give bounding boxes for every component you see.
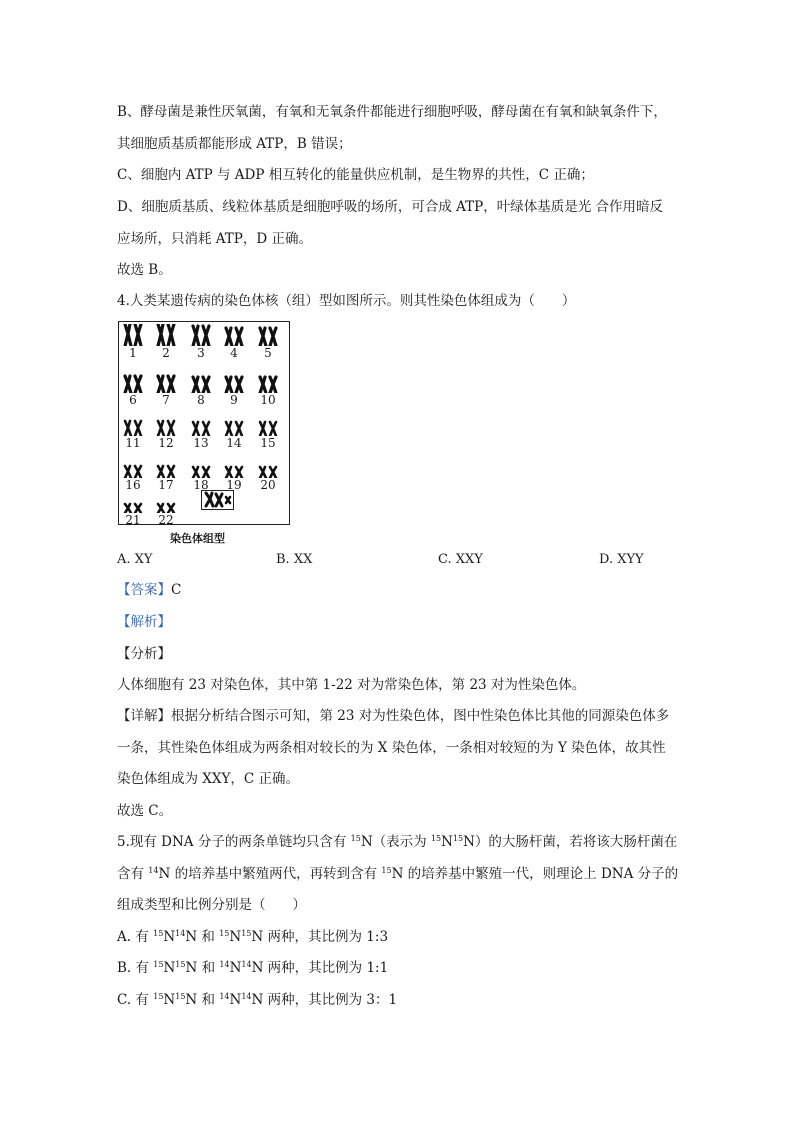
chromosome-pair — [218, 414, 250, 450]
q5-opt-text: N — [163, 992, 176, 1008]
chromosome-pair — [252, 456, 284, 492]
q5-opt-text: N — [229, 960, 242, 976]
chromosome-icon — [221, 371, 247, 393]
isotope-superscript: 14 — [148, 866, 159, 875]
chromosome-pair — [150, 324, 182, 360]
option-b: B. XX — [276, 552, 313, 567]
chromosome-icon — [188, 414, 214, 436]
chromosome-number: 2 — [162, 346, 170, 360]
paragraph-d-line1: D、细胞质基质、线粒体基质是细胞呼吸的场所，可合成 ATP，叶绿体基质是光 合作用暗反 — [117, 199, 664, 215]
chromosome-icon — [120, 324, 146, 346]
option-a: A. XY — [117, 552, 153, 567]
chromosome-pair — [185, 456, 217, 492]
chromosome-pair — [252, 414, 284, 450]
answer-line — [117, 580, 687, 600]
chromosome-number: 13 — [193, 436, 209, 450]
chromosome-number: 22 — [158, 513, 174, 527]
q5-opt-text: N 两种，其比例为 1:3 — [251, 929, 389, 945]
chromosome-icon — [153, 371, 179, 393]
isotope-superscript: 15 — [175, 960, 186, 969]
q5-option-c — [117, 990, 687, 1010]
karyotype-figure — [118, 321, 290, 525]
q5-text: N（表示为 — [360, 834, 431, 850]
chromosome-icon — [153, 414, 179, 436]
isotope-superscript: 15 — [241, 929, 252, 938]
detail-text1: 根据分析结合图示可知，第 23 对为性染色体，图中性染色体比其他的同源染色体多 — [171, 708, 670, 724]
q5-opt-text: N — [229, 929, 242, 945]
chromosome-number: 12 — [158, 436, 174, 450]
chromosome-number: 11 — [125, 436, 141, 450]
q5-text: 含有 — [117, 866, 149, 882]
q5-opt-text: N 两种，其比例为 1:1 — [251, 960, 389, 976]
chromosome-number: 17 — [158, 478, 174, 492]
chromosome-pair — [117, 491, 149, 527]
isotope-superscript: 15 — [381, 866, 392, 875]
chromosome-icon — [120, 371, 146, 393]
q5-text: N 的培养基中繁殖一代，则理论上 DNA 分子的 — [391, 866, 679, 882]
analysis-line — [117, 612, 687, 632]
chromosome-icon — [188, 456, 214, 478]
chromosome-number: 7 — [162, 393, 170, 407]
isotope-superscript: 15 — [175, 992, 186, 1001]
sex-chromosome-box — [201, 490, 234, 510]
chromosome-number: 4 — [230, 346, 238, 360]
chromosome-icon — [120, 491, 146, 513]
question5-line3: 组成类型和比例分别是（ ） — [117, 897, 306, 913]
chromosome-icon — [188, 371, 214, 393]
chromosome-icon — [153, 324, 179, 346]
chromosome-icon — [120, 456, 146, 478]
chromosome-number: 15 — [260, 436, 276, 450]
figure-caption: 染色体组型 — [170, 532, 225, 545]
chromosome-pair — [185, 371, 217, 407]
detail-line3: 染色体组成为 XXY，C 正确。 — [117, 771, 300, 787]
paragraph-b-line2: 其细胞质基质都能形成 ATP，B 错误； — [117, 136, 352, 152]
chromosome-pair — [185, 324, 217, 360]
detail-tag: 【详解】 — [117, 708, 171, 724]
detail-line2: 一条，其性染色体组成为两条相对较长的为 X 染色体，一条相对较短的为 Y 染色体，故其性 — [117, 740, 666, 756]
chromosome-number: 10 — [260, 393, 276, 407]
chromosome-pair — [252, 371, 284, 407]
chromosome-icon — [255, 371, 281, 393]
chromosome-pair — [150, 456, 182, 492]
q5-opt-text: N 和 — [185, 960, 220, 976]
isotope-superscript: 14 — [175, 929, 186, 938]
isotope-superscript: 15 — [153, 929, 164, 938]
answer-tag: 【答案】 — [117, 582, 171, 598]
question4-stem: 4.人类某遗传病的染色体核（组）型如图所示。则其性染色体组成为（ ） — [117, 293, 576, 309]
q5-opt-text: A. 有 — [117, 929, 154, 945]
chromosome-icon — [255, 324, 281, 346]
chromosome-icon — [221, 324, 247, 346]
chromosome-number: 5 — [264, 346, 272, 360]
chromosome-icon — [153, 491, 179, 513]
q5-opt-text: N 和 — [185, 992, 220, 1008]
chromosome-pair — [117, 456, 149, 492]
q5-opt-text: B. 有 — [117, 960, 154, 976]
option-c: C. XXY — [438, 552, 483, 567]
detail-line1 — [117, 706, 687, 726]
q5-opt-text: N — [163, 960, 176, 976]
choose-c: 故选 C。 — [117, 803, 173, 819]
chromosome-number: 21 — [125, 513, 141, 527]
chromosome-icon — [255, 414, 281, 436]
isotope-superscript: 15 — [153, 960, 164, 969]
chromosome-pair — [185, 414, 217, 450]
paragraph-b-line1: B、酵母菌是兼性厌氧菌，有氧和无氧条件都能进行细胞呼吸，酵母菌在有氧和缺氧条件下， — [117, 104, 667, 120]
chromosome-pair — [218, 371, 250, 407]
fenxi-text: 人体细胞有 23 对染色体，其中第 1-22 对为常染色体，第 23 对为性染色体。 — [117, 677, 586, 693]
q5-opt-text: N 两种，其比例为 3：1 — [251, 992, 398, 1008]
isotope-superscript: 14 — [241, 992, 252, 1001]
chromosome-number: 19 — [226, 478, 242, 492]
answer-value: C — [171, 582, 182, 598]
q5-opt-text: N — [163, 929, 176, 945]
chromosome-icon — [221, 456, 247, 478]
isotope-superscript: 15 — [430, 834, 442, 843]
q5-opt-text: C. 有 — [117, 992, 154, 1008]
q5-opt-text: N 和 — [185, 929, 220, 945]
isotope-superscript: 15 — [350, 834, 361, 843]
q5-opt-text: N — [229, 992, 242, 1008]
chromosome-number: 1 — [129, 346, 137, 360]
paragraph-c: C、细胞内 ATP 与 ADP 相互转化的能量供应机制，是生物界的共性，C 正确； — [117, 167, 594, 183]
chromosome-number: 6 — [129, 393, 137, 407]
chromosome-number: 16 — [125, 478, 141, 492]
chromosome-pair — [150, 414, 182, 450]
isotope-superscript: 14 — [219, 960, 230, 969]
chromosome-number: 20 — [260, 478, 276, 492]
choose-b: 故选 B。 — [117, 262, 172, 278]
chromosome-pair — [218, 324, 250, 360]
chromosome-icon — [153, 456, 179, 478]
q5-option-b — [117, 958, 687, 978]
isotope-superscript: 15 — [452, 834, 464, 843]
chromosome-pair — [117, 324, 149, 360]
chromosome-pair — [150, 491, 182, 527]
q5-option-a — [117, 927, 687, 947]
chromosome-number: 9 — [230, 393, 238, 407]
q5-text: N）的大肠杆菌，若将该大肠杆菌在 — [463, 834, 678, 850]
analysis-tag: 【解析】 — [117, 614, 171, 630]
fenxi-tag: 【分析】 — [117, 646, 171, 662]
chromosome-pair — [117, 414, 149, 450]
isotope-superscript: 14 — [241, 960, 252, 969]
isotope-superscript: 14 — [219, 992, 230, 1001]
chromosome-number: 3 — [197, 346, 205, 360]
isotope-superscript: 15 — [153, 992, 164, 1001]
chromosome-number: 18 — [193, 478, 209, 492]
chromosome-number: 14 — [226, 436, 242, 450]
paragraph-d-line2: 应场所，只消耗 ATP，D 正确。 — [117, 231, 313, 247]
chromosome-pair — [252, 324, 284, 360]
q5-text: N 的培养基中繁殖两代，再转到含有 — [158, 866, 382, 882]
chromosome-icon — [120, 414, 146, 436]
sex-chromosomes-icon — [202, 491, 233, 509]
chromosome-pair — [117, 371, 149, 407]
fenxi-line — [117, 644, 687, 664]
question5-line1 — [117, 832, 687, 852]
chromosome-icon — [255, 456, 281, 478]
chromosome-number: 8 — [197, 393, 205, 407]
chromosome-pair — [218, 456, 250, 492]
chromosome-pair — [150, 371, 182, 407]
q5-text: 5.现有 DNA 分子的两条单链均只含有 — [117, 834, 351, 850]
chromosome-icon — [221, 414, 247, 436]
question5-line2 — [117, 864, 687, 884]
chromosome-icon — [188, 324, 214, 346]
isotope-superscript: 15 — [219, 929, 230, 938]
q5-text: N — [441, 834, 453, 850]
option-d: D. XYY — [599, 552, 644, 567]
